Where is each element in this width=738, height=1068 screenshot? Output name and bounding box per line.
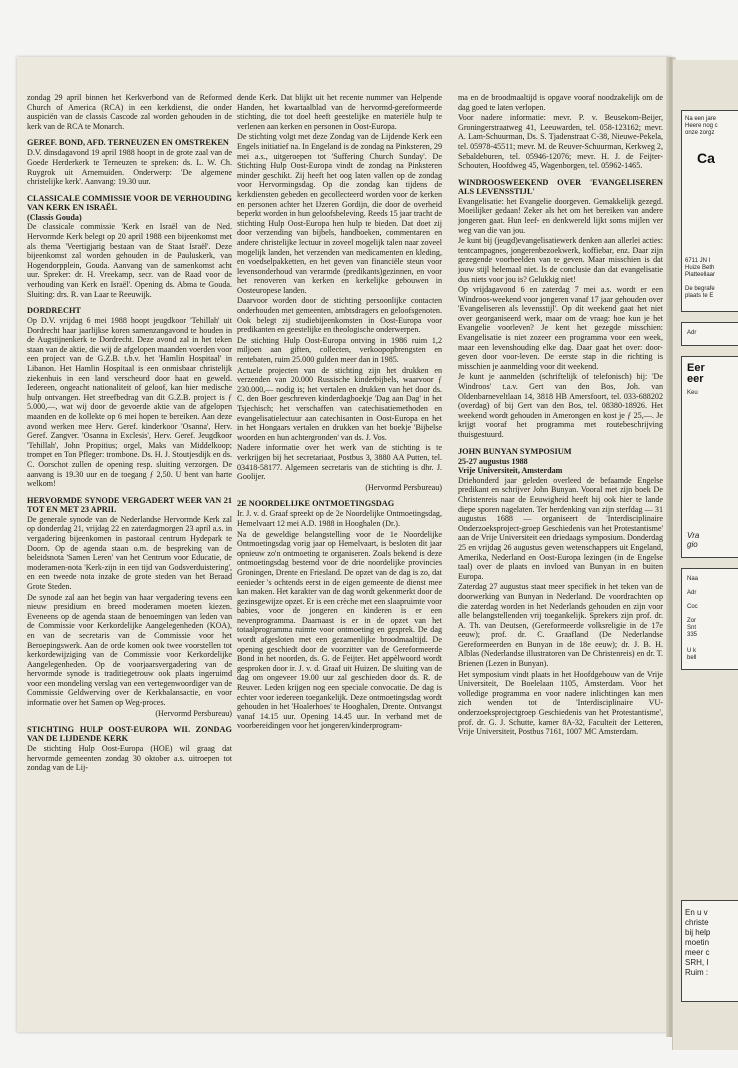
right-page-text: Vra bbox=[687, 531, 700, 540]
right-page-text: Na een jare bbox=[685, 116, 717, 122]
coupon-label: Naa bbox=[687, 576, 699, 582]
right-page-text: bij help bbox=[685, 928, 711, 937]
geref-bond-text: D.V. dinsdagavond 19 april 1988 hoopt in de grote zaal van de Goede Herderkerk te Terneuzen te spreken: ds. L. W. Ch. Ruygrok uit Arnemuiden. Onderwerp: 'De algemene christelijke kerk'. Aanvang: 19.30 uur. bbox=[27, 148, 232, 187]
windroos-text-2: Je kunt bij (jeugd)evangelisatiewerk denken aan allerlei acties: tentcampagnes, jongerenbezoekwerk, koffiebar, enz. Daar zijn gezegende voorbeelden van te geven. Maar misschien is dat jouw stijl helemaal niet. Is de conclusie dan dat evangelisatie dus niets voor jou is? Gelukkig niet! bbox=[458, 236, 663, 284]
right-page-text: Keu bbox=[687, 390, 698, 396]
bunyan-text-1: Driehonderd jaar geleden overleed de befaamde Engelse predikant en schrijver John Bunyan. Vooral met zijn boek De Christenreis naar de Eeuwigheid heeft hij ook hier te lande diepe sporen nagelaten. Ter herdenking van zijn sterfdag — 31 augustus 1688 — organiseert de 'Interdisciplinaire Onderzoeksproject-groep Geschiedenis van het Protestantisme' aan de Vrije Universiteit een driedaags symposium. Donderdag 25 en vrijdag 26 augustus geven wetenschappers uit Engeland, Amerika, Nederland en Oost-Europa lezingen (in de Engelse taal) over de plaats en invloed van Bunyan in en buiten Europa. bbox=[458, 475, 663, 581]
column-1 bbox=[27, 93, 232, 774]
right-page-text: gio bbox=[687, 540, 698, 549]
classicale-subheading: (Classis Gouda) bbox=[27, 212, 82, 222]
heading-geref-bond: GEREF. BOND, AFD. TERNEUZEN EN OMSTREKEN bbox=[27, 138, 229, 148]
right-page-text: Adr bbox=[687, 330, 697, 336]
stichting-text: De stichting Hulp Oost-Europa (HOE) wil graag dat hervormde gemeenten zondag 30 oktober a.s. uitroepen tot zondag van de Lij- bbox=[27, 744, 232, 773]
adjacent-page bbox=[672, 60, 738, 1050]
right-page-text: plaats te E bbox=[685, 293, 714, 299]
heading-dordrecht: DORDRECHT bbox=[27, 306, 81, 316]
windroos-text-1: Evangelisatie: het Evangelie doorgeven. Gemakkelijk gezegd. Moeilijker gedaan! Zeker als het om het bereiken van andere jongeren gaat. Hun leef- en denkwereld lijkt soms mijlen ver weg van die van jou. bbox=[458, 196, 663, 235]
stichting-cont-4: De stichting Hulp Oost-Europa ontving in 1986 ruim 1,2 miljoen aan giften, collecten, verkoopopbrengsten en rentebaten, ruim 25.000 gulden meer dan in 1985. bbox=[237, 335, 442, 365]
right-page-heading: Ca bbox=[697, 150, 715, 166]
heading-ontmoetingsdag: 2E NOORDELIJKE ONTMOETINGSDAG bbox=[237, 499, 395, 509]
synode-signature: (Hervormd Persbureau) bbox=[155, 708, 232, 718]
stichting-cont-1: dende Kerk. Dat blijkt uit het recente nummer van Helpende Handen, het kwartaalblad van de hervormd-gereformeerde stichting, die tot doel heeft geestelijke en materiële hulp te verlenen aan kerken en personen in Oost-Europa. bbox=[237, 93, 442, 131]
synode-text-1: De generale synode van de Nederlandse Hervormde Kerk zal op donderdag 21, vrijdag 22 en zaterdagmorgen 23 april a.s. in vergadering bijeenkomen in pastoraal centrum Hydepark te Doorn. Op de agenda staan o.m. de bespreking van de beleidsnota 'Samen Leren' van het Centrum voor Educatie, de moderamen-nota 'Kerk-zijn in een tijd van Godsverduistering', en een tweede nota inzake de grote steden van het Beraad Grote Steden. bbox=[27, 514, 232, 591]
intro-paragraph: zondag 29 april binnen het Kerkverbond van de Reformed Church of America (RCA) in een kerkdienst, die onder auspiciën van de classis Cascode zal worden gehouden in de kerk van de RCA te Monarch. bbox=[27, 93, 232, 131]
bunyan-text-3: Het symposium vindt plaats in het Hoofdgebouw van de Vrije Universiteit, De Boelelaan 1105, Amsterdam. Voor het volledige programma en voor nadere inlichtingen kan men zich wenden tot de 'Interdisciplinaire VU-onderzoeksprojectgroep Geschiedenis van het Protestantisme', prof. dr. G. J. Schutte, kamer 8A-32, Faculteit der Letteren, Vrije Universiteit, Postbus 7161, 1007 MC Amsterdam. bbox=[458, 669, 663, 737]
bunyan-date: 25-27 augustus 1988 bbox=[458, 456, 528, 466]
advert-box bbox=[681, 356, 738, 558]
right-page-text: meer c bbox=[685, 948, 710, 957]
stichting-cont-2: De stichting volgt met deze Zondag van de Lijdende Kerk een Engels initiatief na. In Engeland is de zondag na Pinksteren, 29 mei a.s., uitgeroepen tot 'Suffering Church Sunday'. De Stichting Hulp Oost-Europa vindt de zondag na Pinksteren minder geschikt. Zij heeft het oog laten vallen op de zondag voor Hervormingsdag. Op die zondag kan tijdens de kerkdiensten gebeden en gecollecteerd worden voor de kerken en personen achter het IJzeren Gordijn, die door de overheid beperkt worden in hun geloofsbeleving. Reeds 15 jaar tracht de stichting Hulp Oost-Europa hen hulp te bieden. Dat doet zij door verzending van bijbels, handboeken, commentaren en andere christelijke lectuur in zoveel mogelijk talen naar zoveel mogelijk landen, het verzenden van medicamenten en kleding, en voedselpakketten, en het geven van financiële steun voor levensonderhoud van verarmde (predikants)gezinnen, en voor het renoveren van kerken en kerkelijke gebouwen in Oosteuropese landen. bbox=[237, 132, 442, 295]
ontmoeting-cont-2: Voor nadere informatie: mevr. P. v. Beusekom-Beijer, Groningerstraatweg 41, Leeuwarden, tel. 058-123162; mevr. A. Lam-Schuurman, Ds. S. Tjadenstraat C-38, Nieuwe-Pekela, tel. 05978-45511; mevr. M. de Reuver-Schuurman, Kerkweg 2, Sebaldeburen, tel. 05946-12076; mevr. H. J. de Feijter-Schouten, Hoofdweg 45, Wagenborgen, tel. 05962-1465. bbox=[458, 113, 663, 171]
column-2 bbox=[237, 93, 442, 732]
coupon-label: bell bbox=[687, 655, 697, 661]
right-page-heading: Eer bbox=[687, 362, 705, 374]
coupon-label: Zor bbox=[687, 618, 696, 624]
coupon-label: Adr bbox=[687, 590, 697, 596]
right-page-text: Huize Beth bbox=[685, 265, 715, 271]
heading-hervormde-synode: HERVORMDE SYNODE VERGADERT WEER VAN 21 TOT EN MET 23 APRIL bbox=[27, 495, 232, 514]
coupon-label: Snt bbox=[687, 625, 697, 631]
right-page-text: moetin bbox=[685, 938, 710, 947]
heading-stichting-hulp: STICHTING HULP OOST-EUROPA WIL ZONDAG VAN DE LIJDENDE KERK bbox=[27, 725, 232, 744]
right-page-text: christe bbox=[685, 918, 709, 927]
right-page-text: SRH, I bbox=[685, 958, 709, 967]
right-page-text: Heere nog c bbox=[685, 123, 718, 129]
bunyan-venue: Vrije Universiteit, Amsterdam bbox=[458, 466, 563, 476]
stichting-signature: (Hervormd Persbureau) bbox=[365, 482, 442, 492]
right-page-text: Platteellaar bbox=[685, 272, 716, 278]
coupon-label: Coc bbox=[687, 604, 698, 610]
ontmoeting-text-2: Na de geweldige belangstelling voor de 1e Noordelijke Ontmoetingsdag vorig jaar op Hemelvaart, is besloten dit jaar opnieuw zo'n ontmoeting te organiseren. Zoals bekend is deze ontmoetingsdag bestemd voor de drie noordelijke provincies Groningen, Drente en Friesland. De opzet van de dag is zo, dat eenieder 's ochtends eerst in de eigen gemeente de dienst mee kan maken. Het karakter van de dag wordt gekenmerkt door de gezinsgewijze opzet. Er is een crèche met een slaapruimte voor babies, voor de jongeren en kinderen is er een nevenprogramma. Daarnaast is er in de opzet van het totaalprogramma ruimte voor ontmoeting en gesprek. De dag wordt afgesloten met een gezamenlijke broodmaaltijd. De opening geschiedt door de voorzitter van de Gereformeerde Bond in het noorden, ds. G. de Feijter. Het appèlwoord wordt gesproken door ir. J. v. d. Graaf uit Huizen. De sluiting van de dag om ongeveer 19.00 uur zal geschieden door ds. R. de Reuver. Leden krijgen nog een speciale convocatie. De dag is echter voor iedereen toegankelijk. Deze ontmoetingsdag wordt gehouden in het 'Hoalerhoes' te Hooghalen, Drente. Ontvangst vanaf 14.15 uur. Opening 14.45 uur. In verband met de voorbereidingen voor het jongeren/kinderprogram- bbox=[237, 529, 442, 731]
column-3 bbox=[458, 93, 663, 738]
bunyan-text-2: Zaterdag 27 augustus staat meer specifiek in het teken van de doorwerking van Bunyan in Nederland. De voordrachten op die zaterdag worden in het Nederlands gehouden en zijn voor alle belangstellenden vrij toegankelijk. Sprekers zijn prof. dr. A. Th. van Deutsen, (Gereformeerde volksreligie in de 17e eeuw); prof. dr. C. Graafland (De Nederlandse Gereformeerden en Bunyan in de 18e eeuw); dr. J. B. H. Alblas (Nederlandse illustratoren van De Christenreis) en dr. T. Brienen (Lezen in Bunyan). bbox=[458, 582, 663, 669]
right-page-text: onze zorgz bbox=[685, 130, 715, 136]
stichting-cont-3: Daarvoor worden door de stichting persoonlijke contacten onderhouden met gemeenten, ambtsdragers en geloofsgenoten. Ook belegt zij studiebijeenkomsten in Oost-Europa voor predikanten en geestelijke en theologische onderwerpen. bbox=[237, 296, 442, 335]
right-page-text: En u v bbox=[685, 908, 708, 917]
right-page-text: De begrafe bbox=[685, 286, 715, 292]
coupon-label: 335 bbox=[687, 632, 698, 638]
ontmoeting-text-1: Ir. J. v. d. Graaf spreekt op de 2e Noordelijke Ontmoetingsdag, Hemelvaart 12 mei A.D. 1988 in Hooghalen (Dr.). bbox=[237, 509, 442, 528]
obituary-box bbox=[681, 110, 738, 312]
synode-text-2: De synode zal aan het begin van haar vergadering tevens een nieuw presidium en breed moderamen moeten kiezen. Eveneens op de agenda staan de benoemingen van leden van de Commissie voor Kerkordelijke Aangelegenheden (KOA), en van de secretaris van de Commissie voor het Beroepingswerk. Aan de orde komen ook twee voorstellen tot kerkordewijziging van de Commissie voor Kerkordelijke Aangelegenheden. Op de voorjaarsvergadering van de hervormde synode is traditiegetrouw ook plaats ingeruimd voor een mondeling verslag van een vertegenwoordiger van de Commissie Geldwerving over de Kerkbalansactie, en voor informatie over het Samen op Weg-proces. bbox=[27, 592, 232, 708]
heading-windroosweekend: WINDROOSWEEKEND OVER 'EVANGELISEREN ALS LEVENSSTIJL' bbox=[458, 177, 663, 196]
heading-classicale-commissie: CLASSICALE COMMISSIE VOOR DE VERHOUDING VAN KERK EN ISRAËL bbox=[27, 193, 232, 212]
right-page-text: Ruim : bbox=[685, 968, 709, 977]
ontmoeting-cont-1: ma en de broodmaaltijd is opgave vooraf noodzakelijk om de dag goed te laten verlopen. bbox=[458, 93, 663, 112]
windroos-text-3: Op vrijdagavond 6 en zaterdag 7 mei a.s. wordt er een Windroos-weekend voor jongeren vanaf 17 jaar gehouden over 'Evangeliseren als levensstijl'. Op dit weekend gaat het niet over georganiseerd werk, maar om de vraag: hoe kun je het Evangelie voorleven? Je kent het gezegde misschien: Evangelisatie is niet zozeer een programma voor een week, maar een levenshouding elke dag. Daar gaat het over: door-geven door voor-leven. De eerste stap in die richting is misschien je aanmelding voor dit weekend. bbox=[458, 285, 663, 371]
windroos-text-4: Je kunt je aanmelden (schriftelijk of telefonisch) bij: 'De Windroos' t.a.v. Gert van den Bos, Joh. van Oldenbarneveltlaan 14, 3818 HB Amersfoort, tel. 033-688202 (overdag) of bij Gert van den Bos, tel. 08380-18926. Het weekend wordt gehouden in Amerongen en kost je ƒ 25,—. Je krijgt vooraf het programma met routebeschrijving thuisgestuurd. bbox=[458, 372, 663, 439]
right-page-text: 6711 JN I bbox=[685, 258, 711, 264]
stichting-cont-6: Nadere informatie over het werk van de stichting is te verkrijgen bij het secretariaat, Postbus 3, 3880 AA Putten, tel. 03418-58177. Algemeen secretaris van de stichting is dhr. J. Goolijer. bbox=[237, 443, 442, 482]
stichting-cont-5: Actuele projecten van de stichting zijn het drukken en verzenden van 20.000 Russische kinderbijbels, waarvoor ƒ 230.000,— nodig is; het vertalen en drukken van het door ds. C. den Boer geschreven kinderdagboekje 'Dag aan Dag' in het Tsjechisch; het verschaffen van catechisatiemethoden en evangelisatielectuur aan catechisanten in Oost-Europa en het in het Hongaars vertalen en drukken van het boekje 'Bijbelse woorden en hun achtergronden' van ds. J. Vos. bbox=[237, 365, 442, 442]
dordrecht-text: Op D.V. vrijdag 6 mei 1988 hoopt jeugdkoor 'Tehillah' uit Dordrecht haar jaarlijkse koren samenzangavond te houden in de Augstijnenkerk te Dordrecht. Deze avond zal in het teken staan van de aktie, die wij de afgelopen maanden voerden voor een project van de G.Z.B. t.b.v. het 'Hamlin Hospitaal' in Libanon. Het Hamlin Hospitaal is een onmisbaar christelijk ziekenhuis in een land verscheurd door haat en geweld. Iedereen, ongeacht nationaliteit of geloof, kan hier medische hulp ontvangen. Het streefbedrag van dit G.Z.B. project is ƒ 5.000,—, wat wij door de gevoerde aktie van de afgelopen maanden en de kollekte op 6 mei hopen te bereiken. Aan deze avond werken mee Herv. Geref. kinderkoor 'Osanna', Herv. Geref. Zangver. 'Osanna in Exclesis', Herv. Geref. Jeugdkoor 'Tehillah', John Propitius; orgel, Maks van Middelkoop; trompet en Ton Pfleger: trombone. Ds. H. J. Stoutjesdijk en ds. C. Oorschot zullen de opening resp. sluiting verzorgen. De aanvang is 19.30 uur en de toegang ƒ 2,50. U bent van harte welkom! bbox=[27, 316, 232, 489]
classicale-text: De classicale commissie 'Kerk en Israël van de Ned. Hervormde Kerk belegt op 20 april 1988 een bijeenkomst met als thema 'Veertigjarig bestaan van de Staat Israël'. Deze bijeenkomst zal worden gehouden in de Pauluskerk, van Hogendorpplein, Gouda. Aanvang van de samenkomst acht uur. Spreker: dr. H. Vreekamp, secr. van de Raad voor de verhouding van Kerk en Israël'. Opening ds. Abma te Gouda. Sluiting: drs. R. van Laar te Reeuwijk. bbox=[27, 222, 232, 299]
right-page-heading: eer bbox=[687, 373, 704, 385]
coupon-label: U k bbox=[687, 648, 696, 654]
heading-bunyan-symposium: JOHN BUNYAN SYMPOSIUM bbox=[458, 446, 572, 456]
